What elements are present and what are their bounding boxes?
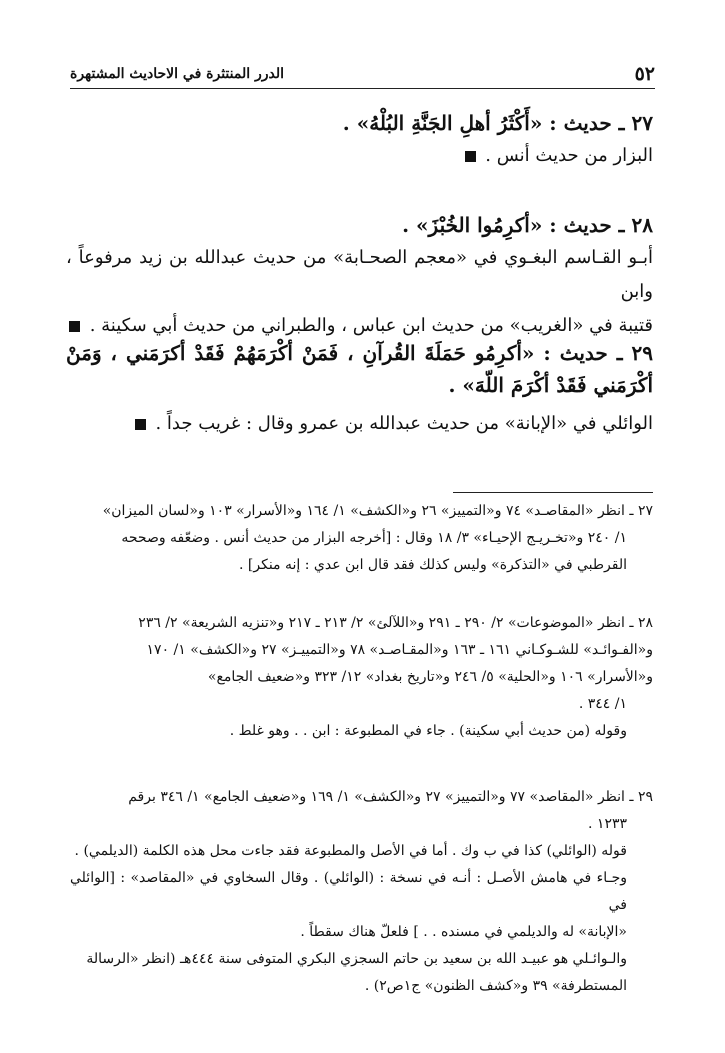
hadith-29 bbox=[66, 337, 653, 441]
footnote-29 bbox=[70, 784, 653, 1000]
footnote-29-line-7: المستطرفة» ٣٩ و«كشف الظنون» ج١ص٢) . bbox=[364, 978, 627, 994]
hadith-28-source bbox=[66, 241, 653, 343]
hadith-27 bbox=[66, 107, 653, 173]
footnote-27-line-3: القرطبي في «التذكرة» وليس كذلك فقد قال ابن عدي : إنه منكر] . bbox=[239, 557, 627, 573]
footnote-separator bbox=[453, 492, 653, 493]
footnote-28-line-2: و«الفـوائـد» للشـوكـاني ١٦١ ـ ١٦٣ و«المقـاصـد» ٧٨ و«التمييـز» ٢٧ و«الكشف» ١/ ١٧٠ bbox=[146, 642, 653, 658]
hadith-28 bbox=[66, 209, 653, 343]
footnote-29-line-6: والـوائـلي هو عبيـد الله بن سعيد بن حاتم السجزي البكري المتوفى سنة ٤٤٤هـ (انظر «الرسالة bbox=[86, 951, 627, 967]
hadith-29-title: ٢٩ ـ حديث : «أكرِمُو حَمَلَةَ القُرآنِ ، فَمَنْ أكْرَمَهُمْ فَقَدْ أكرَمَني ، وَمَنْ أكْرَمَني فَقَدْ أكْرَمَ اللّهَ» . bbox=[66, 341, 653, 397]
footnote-29-line-5: «الإبانة» له والديلمي في مسنده . . ] فلعلّ هناك سقطاً . bbox=[300, 924, 627, 940]
footnote-29-line-1: ٢٩ ـ انظر «المقاصد» ٧٧ و«التمييز» ٢٧ و«الكشف» ١/ ١٦٩ و«ضعيف الجامع» ١/ ٣٤٦ برقم bbox=[128, 789, 653, 805]
hadith-28-source-line-2: قتيبة في «الغريب» من حديث ابن عباس ، والطبراني من حديث أبي سكينة . bbox=[89, 315, 653, 336]
footnote-27 bbox=[70, 498, 653, 579]
end-square-icon bbox=[69, 321, 80, 332]
footnote-28-line-3: و«الأسرار» ١٠٦ و«الحلية» ٥/ ٢٤٦ و«تاريخ بغداد» ١٢/ ٣٢٣ و«ضعيف الجامع» bbox=[207, 669, 653, 685]
footnote-27-line-1: ٢٧ ـ انظر «المقاصـد» ٧٤ و«التمييز» ٢٦ و«الكشف» ١/ ١٦٤ و«الأسرار» ١٠٣ و«لسان الميزان» bbox=[102, 503, 653, 519]
footnote-29-line-2: ١٢٣٣ . bbox=[588, 816, 627, 832]
hadith-28-title: ٢٨ ـ حديث : «أكرِمُوا الخُبْزَ» . bbox=[402, 213, 653, 237]
footnote-28-line-4: ١/ ٣٤٤ . bbox=[578, 696, 627, 712]
footnote-28-line-1: ٢٨ ـ انظر «الموضوعات» ٢/ ٢٩٠ ـ ٢٩١ و«اللآلئ» ٢/ ٢١٣ ـ ٢١٧ و«تنزيه الشريعة» ٢/ ٢٣٦ bbox=[138, 615, 653, 631]
page-header bbox=[70, 62, 655, 89]
hadith-27-source-line-1: البزار من حديث أنس . bbox=[485, 145, 653, 166]
page-number: ٥٢ bbox=[634, 63, 655, 85]
footnote-29-line-3: قوله (الوائلي) كذا في ب وك . أما في الأصل والمطبوعة فقد جاءت محل هذه الكلمة (الديلمي) . bbox=[74, 843, 627, 859]
footnote-29-line-4: وجـاء في هامش الأصـل : أنـه في نسخة : (الوائلي) . وقال السخاوي في «المقاصد» : [الوائلي في bbox=[70, 870, 627, 913]
footnote-27-line-2: ١/ ٢٤٠ و«تخـريـج الإحيـاء» ٣/ ١٨ وقال : [أخرجه البزار من حديث أنس . وضعّفه وصححه bbox=[121, 530, 627, 546]
hadith-29-source bbox=[66, 407, 653, 441]
end-square-icon bbox=[465, 151, 476, 162]
hadith-28-source-line-1: أبـو القـاسم البغـوي في «معجم الصحـابة» من حديث عبدالله بن زيد مرفوعاً ، وابن bbox=[66, 247, 653, 302]
end-square-icon bbox=[135, 419, 146, 430]
footnote-28-line-5: وقوله (من حديث أبي سكينة) . جاء في المطبوعة : ابن . . وهو غلط . bbox=[229, 723, 627, 739]
hadith-27-source bbox=[66, 139, 653, 173]
running-title: الدرر المنتثرة في الاحاديث المشتهرة bbox=[70, 66, 285, 82]
hadith-27-title: ٢٧ ـ حديث : «أَكْثَرُ أهلِ الجَنَّةِ البُلْهُ» . bbox=[342, 111, 653, 135]
hadith-29-source-line-1: الوائلي في «الإبانة» من حديث عبدالله بن عمرو وقال : غريب جداً . bbox=[155, 413, 653, 434]
footnote-28 bbox=[70, 610, 653, 745]
